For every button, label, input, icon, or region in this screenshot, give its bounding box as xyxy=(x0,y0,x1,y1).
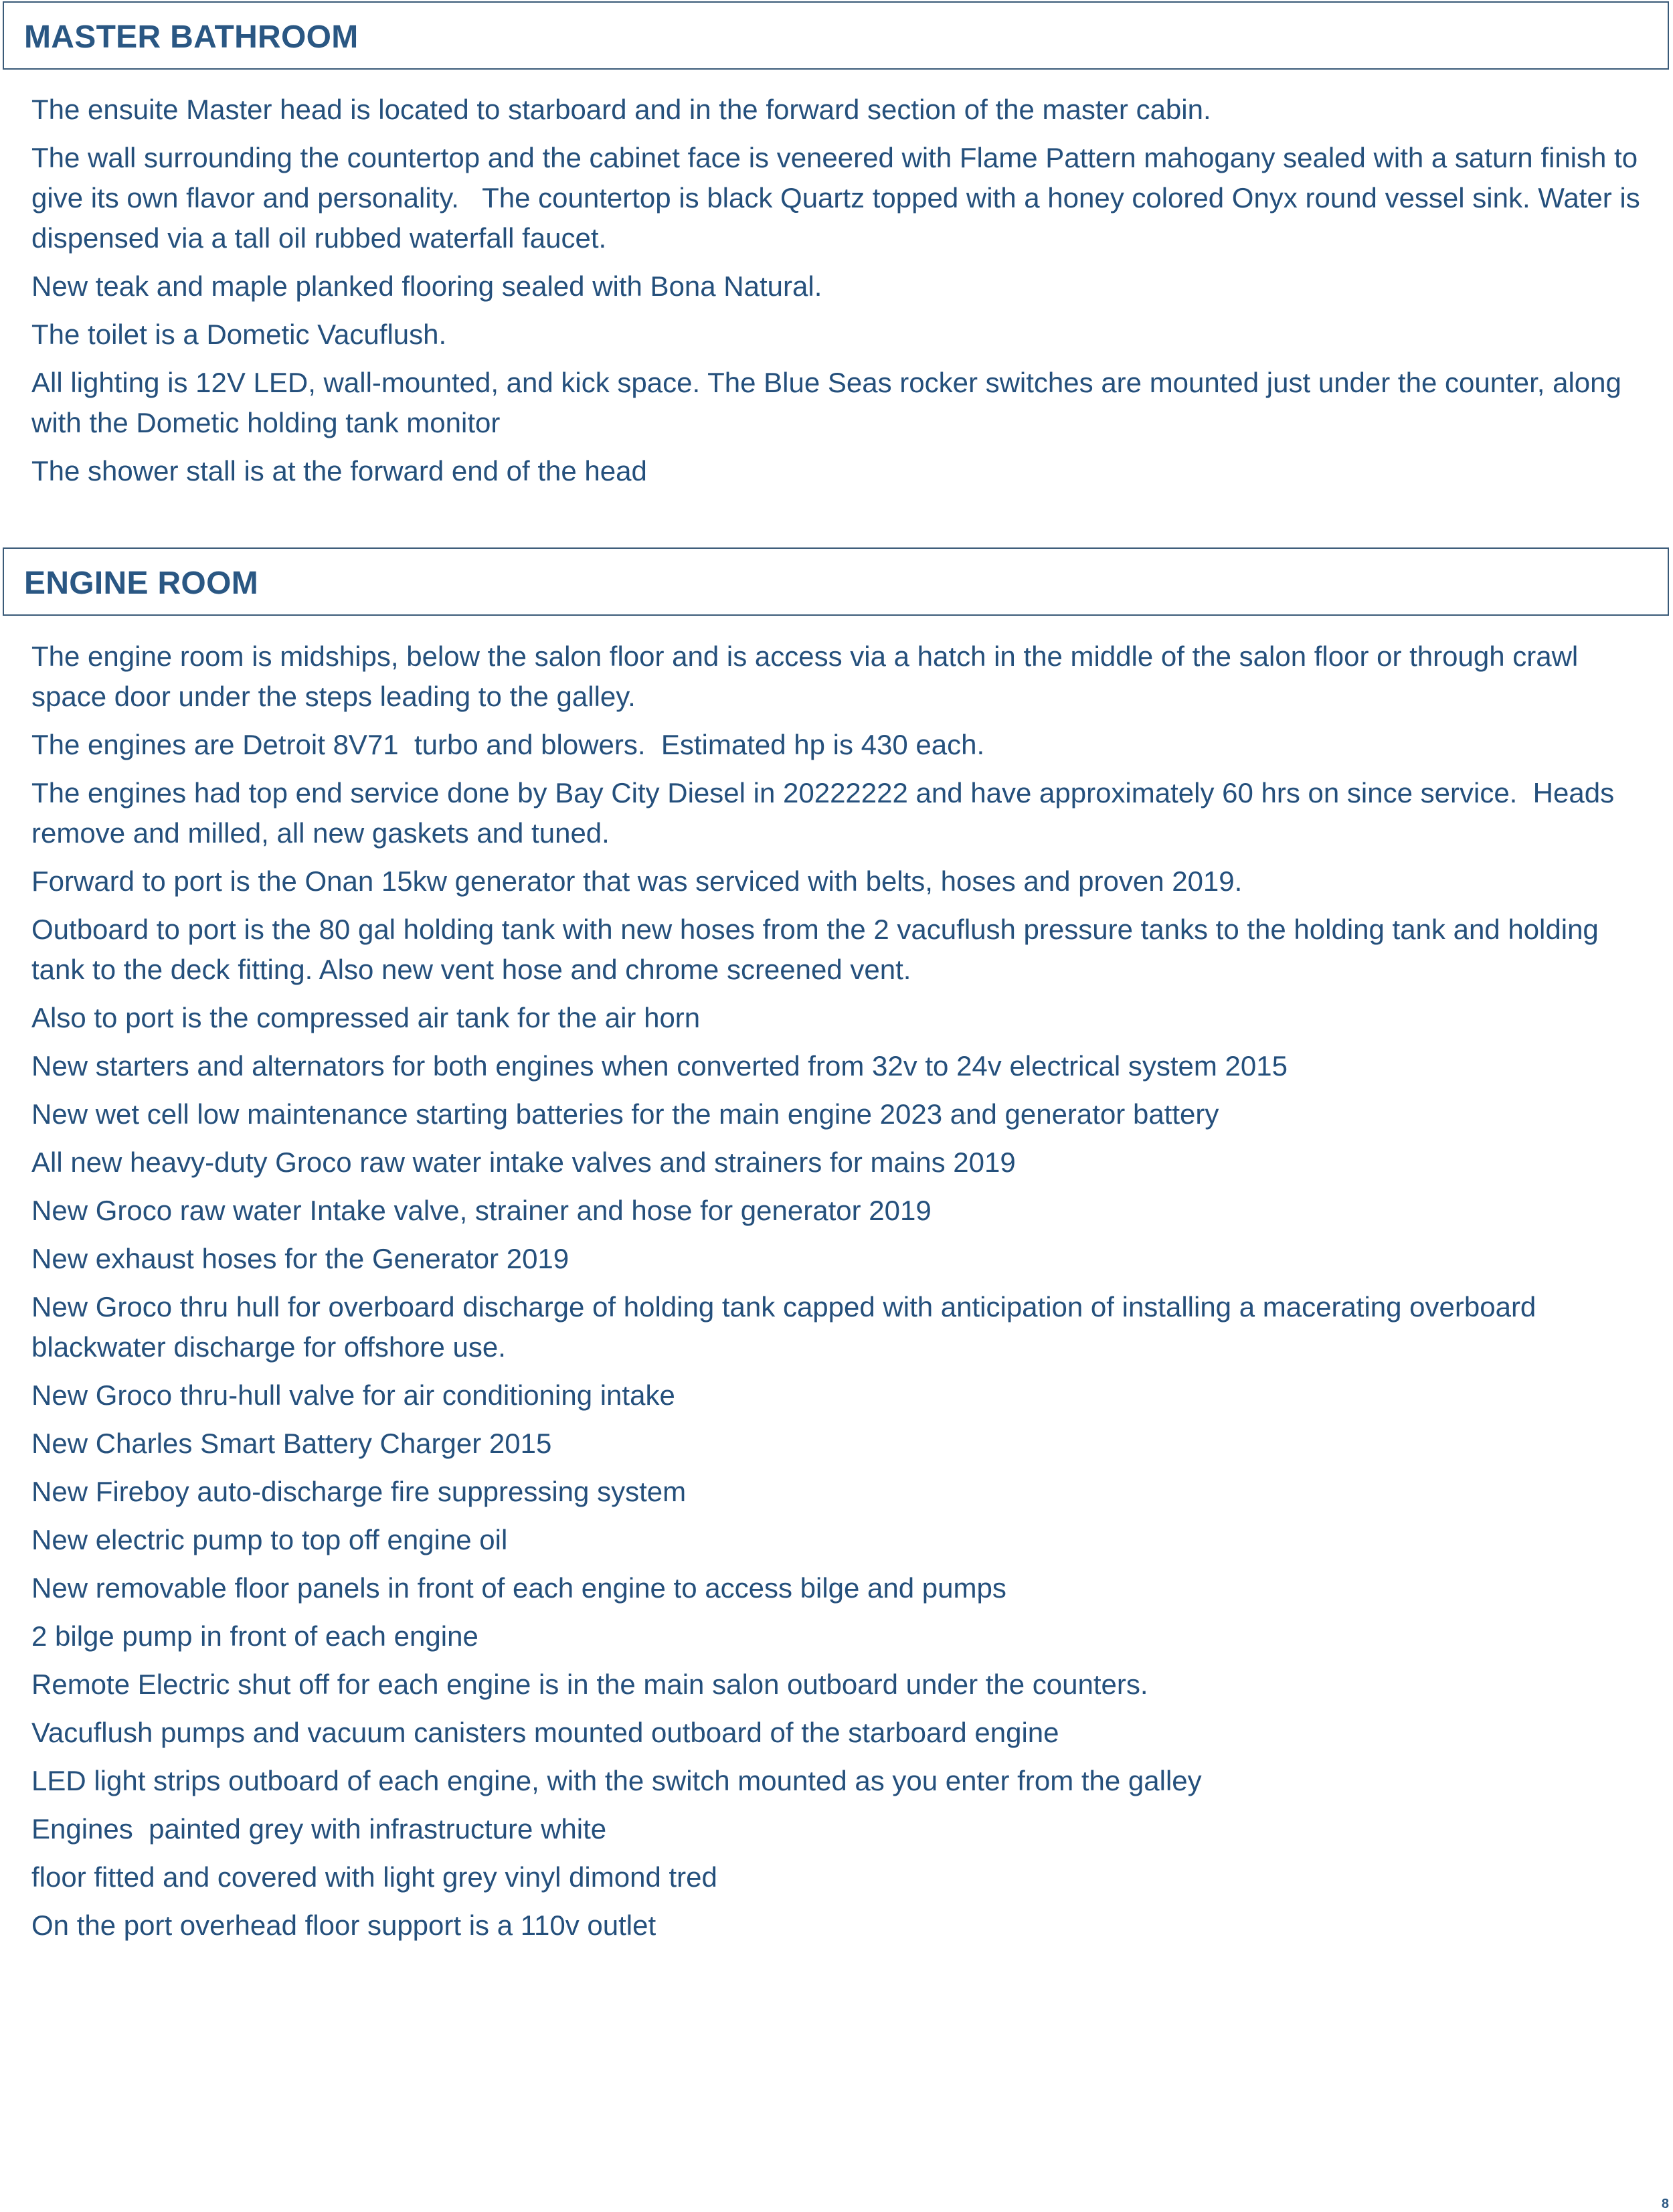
paragraph: New exhaust hoses for the Generator 2019 xyxy=(31,1243,569,1274)
paragraph: New Groco raw water Intake valve, strainer and hose for generator 2019 xyxy=(31,1195,932,1226)
paragraph: New Fireboy auto-discharge fire suppressing system xyxy=(31,1476,687,1507)
paragraph: Vacuflush pumps and vacuum canisters mounted outboard of the starboard engine xyxy=(31,1717,1059,1748)
paragraph: Outboard to port is the 80 gal holding tank with new hoses from the 2 vacuflush pressure tanks to the holding tank and holding tank to the deck fitting. Also new vent hose and chrome screened vent. xyxy=(31,914,1607,985)
paragraph: floor fitted and covered with light grey vinyl dimond tred xyxy=(31,1861,717,1893)
section-body-master-bathroom xyxy=(31,90,1651,499)
paragraph: The wall surrounding the countertop and the cabinet face is veneered with Flame Pattern mahogany sealed with a saturn finish to give its own flavor and personality. The countertop is black Quartz topped with a honey colored Onyx round vessel sink. Water is dispensed via a tall oil rubbed waterfall faucet. xyxy=(31,142,1648,254)
page-number: 8 xyxy=(1661,2197,1669,2211)
section-header-engine-room xyxy=(3,547,1669,616)
paragraph: New Groco thru hull for overboard discharge of holding tank capped with anticipation of installing a macerating overboard blackwater discharge for offshore use. xyxy=(31,1291,1544,1363)
section-title: ENGINE ROOM xyxy=(24,566,258,601)
paragraph: Also to port is the compressed air tank for the air horn xyxy=(31,1002,701,1033)
paragraph: All lighting is 12V LED, wall-mounted, and kick space. The Blue Seas rocker switches are mounted just under the counter, along with the Dometic holding tank monitor xyxy=(31,367,1630,438)
paragraph: The engines are Detroit 8V71 turbo and blowers. Estimated hp is 430 each. xyxy=(31,729,985,760)
paragraph: The shower stall is at the forward end of the head xyxy=(31,455,647,487)
paragraph: On the port overhead floor support is a 110v outlet xyxy=(31,1909,656,1941)
paragraph: The engine room is midships, below the salon floor and is access via a hatch in the middle of the salon floor or through crawl space door under the steps leading to the galley. xyxy=(31,641,1586,712)
section-header-master-bathroom xyxy=(3,1,1669,70)
paragraph: Engines painted grey with infrastructure white xyxy=(31,1813,607,1845)
paragraph: New removable floor panels in front of each engine to access bilge and pumps xyxy=(31,1572,1006,1604)
paragraph: Forward to port is the Onan 15kw generator that was serviced with belts, hoses and proven 2019. xyxy=(31,865,1243,897)
paragraph: LED light strips outboard of each engine, with the switch mounted as you enter from the galley xyxy=(31,1765,1202,1796)
paragraph: New Groco thru-hull valve for air conditioning intake xyxy=(31,1379,675,1411)
paragraph: New wet cell low maintenance starting batteries for the main engine 2023 and generator battery xyxy=(31,1098,1219,1130)
paragraph: Remote Electric shut off for each engine is in the main salon outboard under the counters. xyxy=(31,1669,1148,1700)
paragraph: The toilet is a Dometic Vacuflush. xyxy=(31,319,447,350)
paragraph: New Charles Smart Battery Charger 2015 xyxy=(31,1428,552,1459)
section-body-engine-room xyxy=(31,636,1651,1954)
paragraph: The ensuite Master head is located to starboard and in the forward section of the master cabin. xyxy=(31,94,1211,125)
paragraph: New teak and maple planked flooring sealed with Bona Natural. xyxy=(31,270,822,302)
paragraph: New electric pump to top off engine oil xyxy=(31,1524,508,1555)
paragraph: All new heavy-duty Groco raw water intake valves and strainers for mains 2019 xyxy=(31,1146,1016,1178)
section-title: MASTER BATHROOM xyxy=(24,19,359,55)
paragraph: The engines had top end service done by Bay City Diesel in 20222222 and have approximately 60 hrs on since service. Heads remove and milled, all new gaskets and tuned. xyxy=(31,777,1622,849)
paragraph: New starters and alternators for both engines when converted from 32v to 24v electrical system 2015 xyxy=(31,1050,1288,1082)
paragraph: 2 bilge pump in front of each engine xyxy=(31,1620,478,1652)
